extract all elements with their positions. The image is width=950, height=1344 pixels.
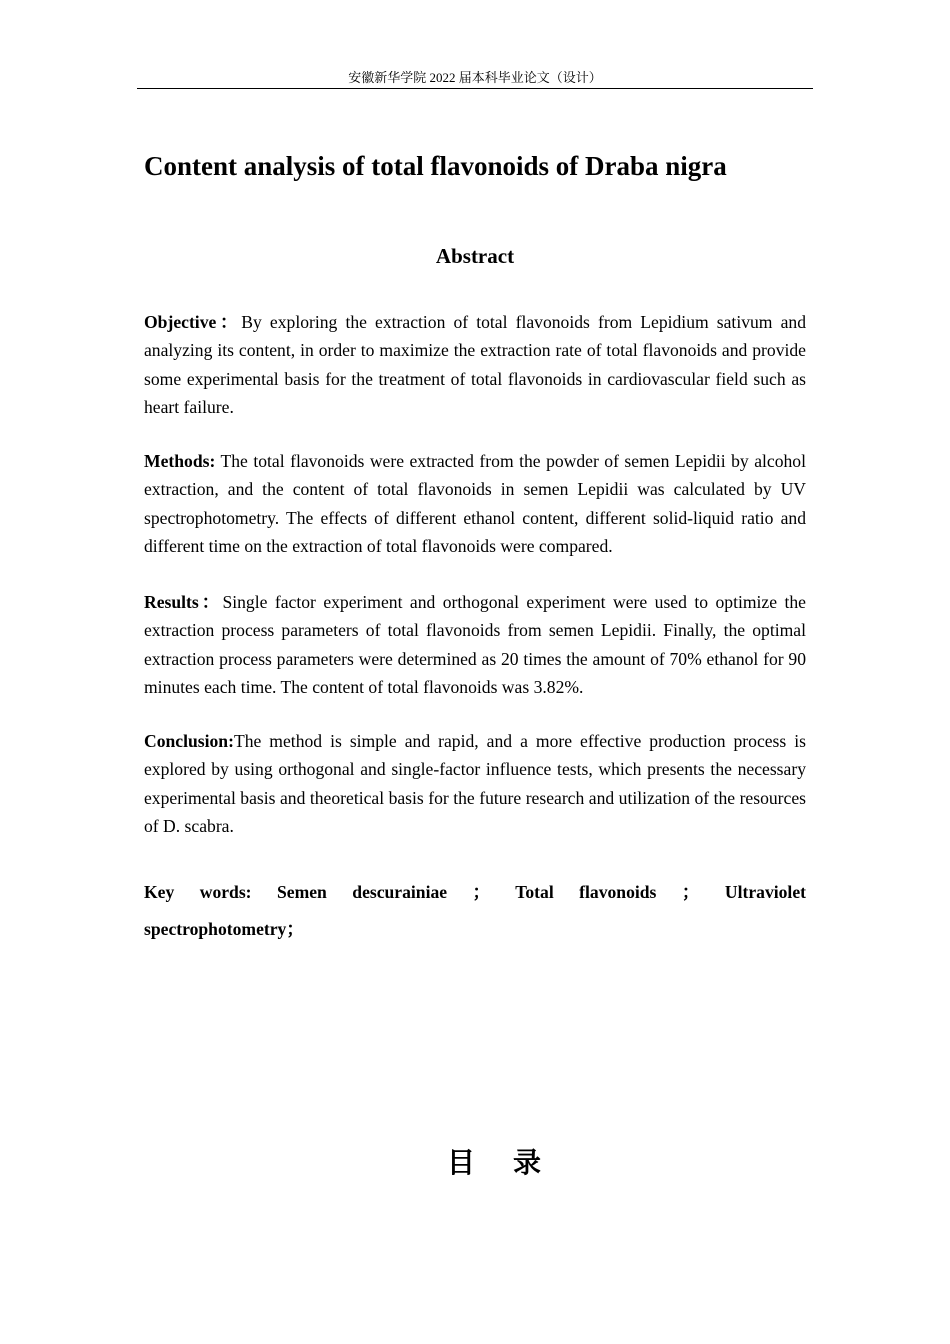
paper-title: Content analysis of total flavonoids of Draba nigra [144,151,727,181]
objective-text: By exploring the extraction of total flavonoids from Lepidium sativum and analyzing its content, in order to maximize the extraction rate of total flavonoids and provide some experimental basis for the treatment of total flavonoids in cardiovascular field such as heart failure. [144,312,806,418]
conclusion-text: The method is simple and rapid, and a more effective production process is explored by using orthogonal and single-factor influence tests, which presents the necessary experimental basis and theoretical basis for the future research and utilization of the resources of D. scabra. [144,731,806,837]
conclusion-label: Conclusion: [144,731,234,751]
toc-heading: 目录 [446,1146,579,1179]
keywords-line-1: Key words: Semen descurainiae ； Total flavonoids ； Ultraviolet [144,882,806,902]
methods-text: The total flavonoids were extracted from the powder of semen Lepidii by alcohol extraction, and the content of total flavonoids in semen Lepidii was calculated by UV spectrophotometry. The effects of different ethanol content, different solid-liquid ratio and different time on the extraction of total flavonoids were compared. [144,451,806,557]
results-label: Results： [144,592,223,612]
objective-label: Objective： [144,312,242,332]
header-rule [137,88,813,89]
results-paragraph [144,588,806,702]
objective-paragraph [144,308,806,422]
keywords-line-2: spectrophotometry； [144,919,304,939]
running-header: 安徽新华学院 2022 届本科毕业论文（设计） [348,70,602,85]
methods-paragraph [144,447,806,561]
keywords [144,874,806,948]
results-text: Single factor experiment and orthogonal experiment were used to optimize the extraction process parameters of total flavonoids from semen Lepidii. Finally, the optimal extraction process parameters were determined as 20 times the amount of 70% ethanol for 90 minutes each time. The content of total flavonoids was 3.82%. [144,592,806,698]
methods-label: Methods: [144,451,216,471]
abstract-heading: Abstract [435,244,515,268]
conclusion-paragraph [144,727,806,841]
